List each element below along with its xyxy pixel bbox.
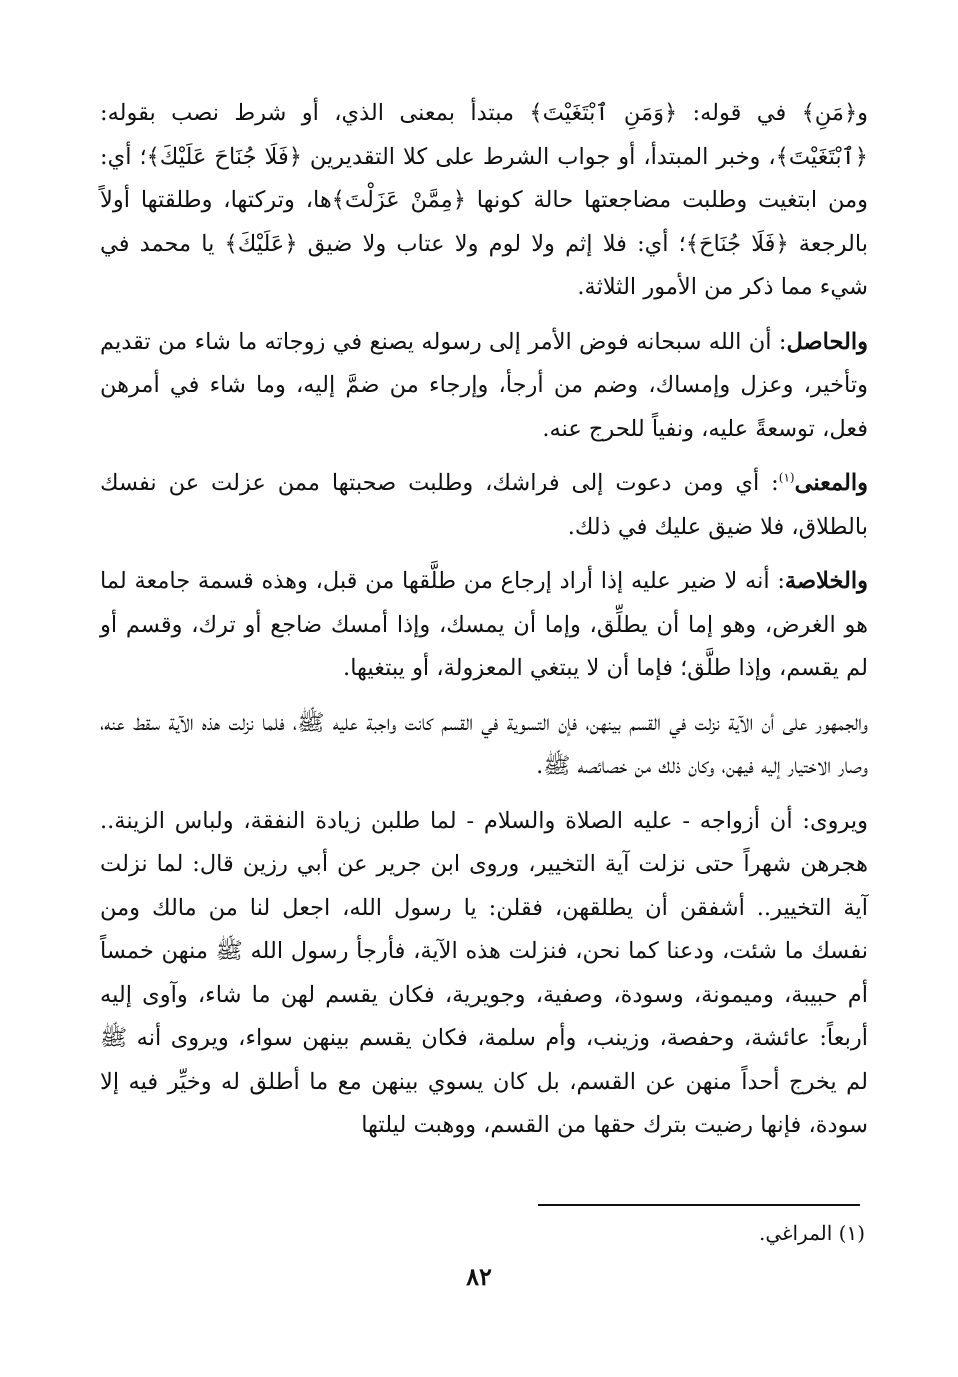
paragraph-5	[100, 702, 868, 789]
paragraph-3-lead: والمعنى	[794, 470, 868, 496]
page-number: ٨٢	[466, 1262, 492, 1291]
paragraph-3	[100, 462, 868, 549]
paragraph-4	[100, 560, 868, 691]
footnote: (١) المراغي.	[758, 1221, 865, 1245]
paragraph-4-lead: والخلاصة	[784, 568, 868, 594]
paragraph-2-lead: والحاصل	[786, 328, 868, 355]
paragraph-6-text: ويروى: أن أزواجه - عليه الصلاة والسلام - لما طلبن زيادة النفقة، ولباس الزينة.. هجرهن شهراً حتى نزلت آية التخيير، وروى ابن جرير عن أبي رزين قال: لما نزلت آية التخيير.. أشفقن أن يطلقهن، فقلن: يا رسول الله، اجعل لنا من مالك ومن نفسك ما شئت، ودعنا كما نحن، فنزلت هذه الآية، فأرجأ رسول الله ﷺ منهن خمساً أم حبيبة، وميمونة، وسودة، وصفية، وجويرية، فكان يقسم لهن ما شاء، وآوى إليه أربعاً: عائشة، وحفصة، وزينب، وأم سلمة، فكان يقسم بينهن سواء، ويروى أنه ﷺ لم يخرج أحداً منهن عن القسم، بل كان يسوي بينهن مع ما أطلق له وخيِّر فيه إلا سودة، فإنها رضيت بترك حقها من القسم، ووهبت ليلتها	[100, 807, 868, 1138]
paragraph-5-text: والجمهور على أن الآية نزلت في القسم بينهن، فإن التسوية في القسم كانت واجبة عليه ﷺ، فلما نزلت هذه الآية سقط عنه، وصار الاختيار إليه فيهن، وكان ذلك من خصائصه ﷺ.	[100, 709, 868, 779]
footnote-reference[interactable]: (١)	[778, 470, 795, 485]
body-text	[100, 92, 868, 1159]
paragraph-2	[100, 321, 868, 452]
paragraph-6	[100, 800, 868, 1148]
paragraph-1	[100, 92, 868, 310]
paragraph-4-text: : أنه لا ضير عليه إذا أراد إرجاع من طلَّقها من قبل، وهذه قسمة جامعة لما هو الغرض، وهو إما أن يطلِّق، وإما أن يمسك، وإذا أمسك ضاجع أو ترك، وقسم أو لم يقسم، وإذا طلَّق؛ فإما أن لا يبتغي المعزولة، أو يبتغيها.	[100, 568, 868, 681]
paragraph-1-text: و﴿مَنِ﴾ في قوله: ﴿وَمَنِ ٱبْتَغَيْتَ﴾ مبتدأ بمعنى الذي، أو شرط نصب بقوله: ﴿ٱبْتَغَيْتَ﴾، وخبر المبتدأ، أو جواب الشرط على كلا التقديرين ﴿فَلَا جُنَاحَ عَلَيْكَ﴾؛ أي: ومن ابتغيت وطلبت مضاجعتها حالة كونها ﴿مِمَّنْ عَزَلْتَ﴾ها، وتركتها، وطلقتها أولاً بالرجعة ﴿فَلَا جُنَاحَ﴾؛ أي: فلا إثم ولا لوم ولا عتاب ولا ضيق ﴿عَلَيْكَ﴾ يا محمد في شيء مما ذكر من الأمور الثلاثة.	[100, 100, 869, 300]
paragraph-2-text: : أن الله سبحانه فوض الأمر إلى رسوله يصنع في زوجاته ما شاء من تقديم وتأخير، وعزل وإمساك، وضم من أرجأ، وإرجاء من ضمَّ إليه، وما شاء في أمرهن فعل، توسعةً عليه، ونفياً للحرج عنه.	[100, 328, 868, 442]
footnote-divider	[538, 1204, 860, 1206]
paragraph-3-text: : أي ومن دعوت إلى فراشك، وطلبت صحبتها ممن عزلت عن نفسك بالطلاق، فلا ضيق عليك في ذلك.	[100, 470, 868, 540]
